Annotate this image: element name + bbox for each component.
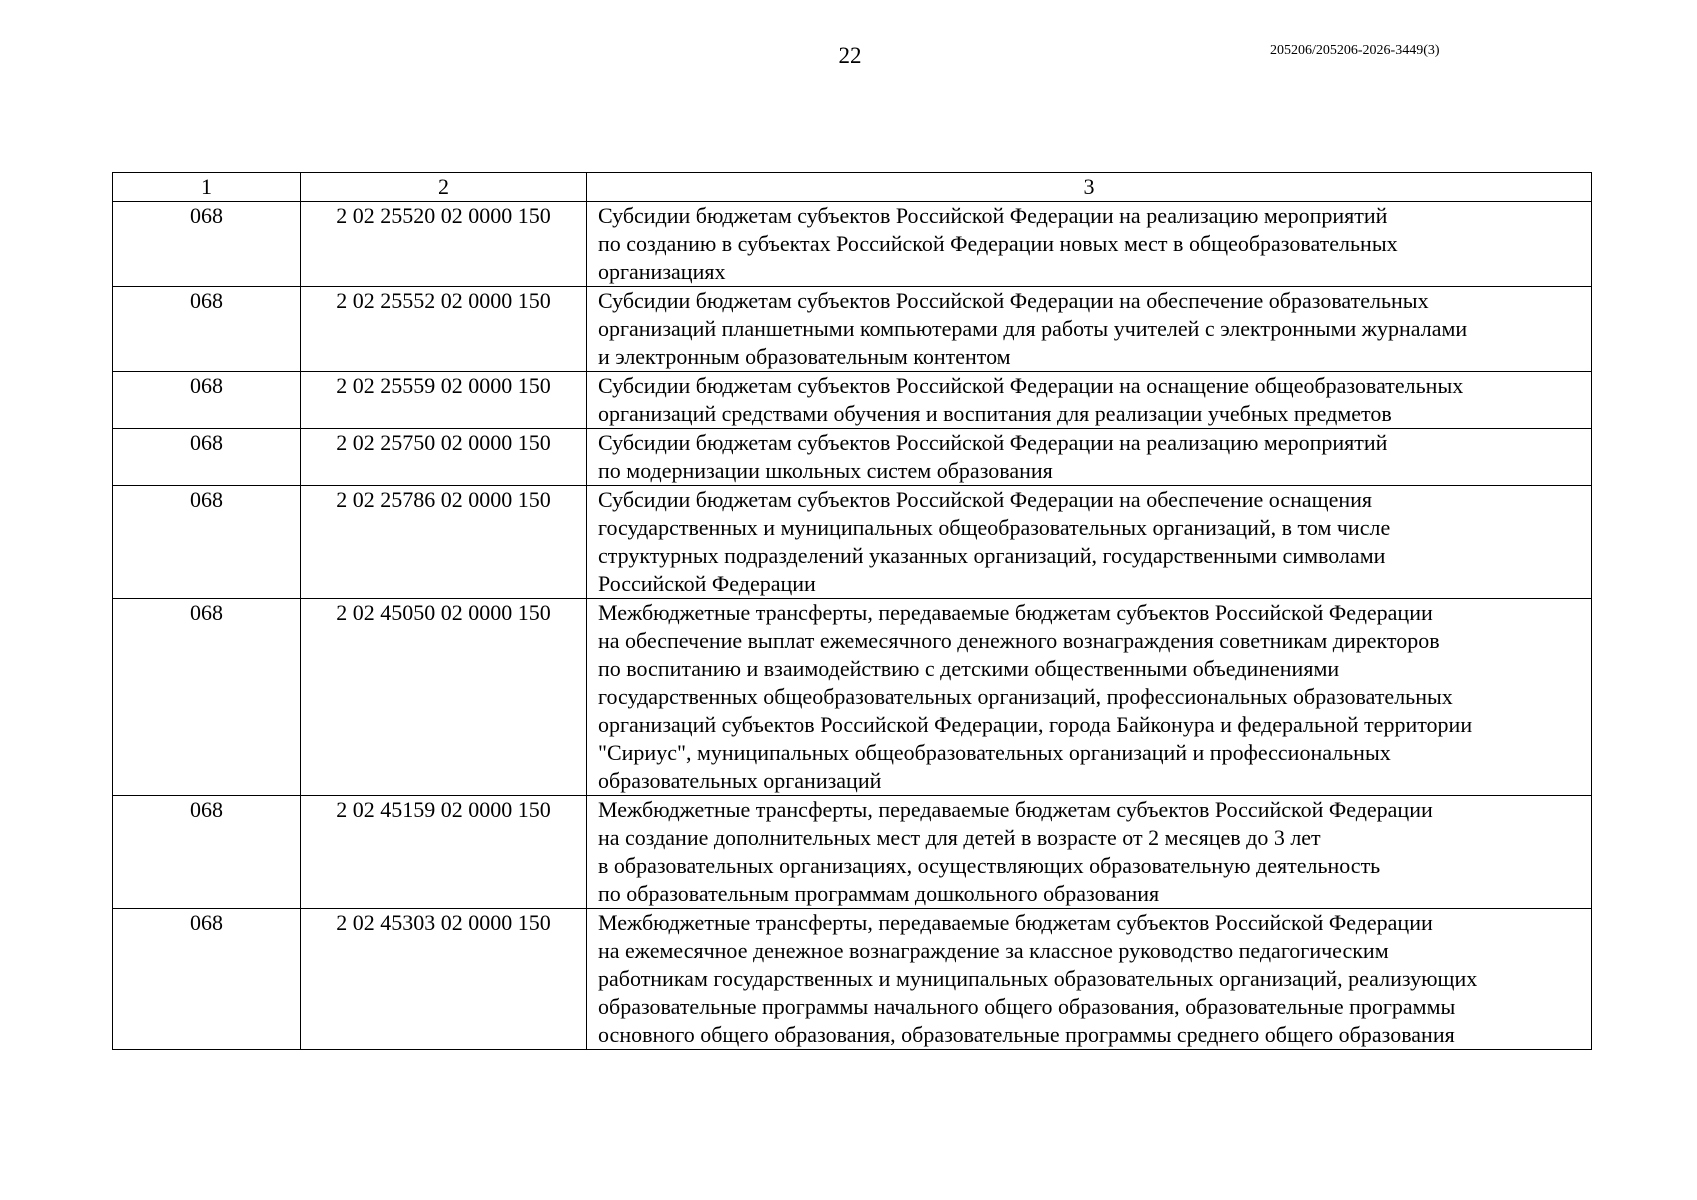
description-line: Субсидии бюджетам субъектов Российской Федерации на обеспечение оснащения (598, 487, 1373, 512)
admin-code-cell: 068 (113, 599, 301, 796)
description-cell (587, 796, 1592, 909)
table-row (113, 796, 1592, 909)
description-line: по воспитанию и взаимодействию с детскими общественными объединениями (598, 656, 1340, 681)
admin-code-cell: 068 (113, 202, 301, 287)
table-row (113, 429, 1592, 486)
admin-code-cell: 068 (113, 796, 301, 909)
budget-code-cell: 2 02 25520 02 0000 150 (301, 202, 587, 287)
description-line: структурных подразделений указанных организаций, государственными символами (598, 543, 1386, 568)
description-cell (587, 429, 1592, 486)
description-line: Субсидии бюджетам субъектов Российской Федерации на оснащение общеобразовательных (598, 373, 1464, 398)
admin-code-cell: 068 (113, 429, 301, 486)
description-cell (587, 372, 1592, 429)
budget-classification-table (112, 172, 1592, 1050)
budget-code-cell: 2 02 25786 02 0000 150 (301, 486, 587, 599)
description-line: работникам государственных и муниципальных образовательных организаций, реализующих (598, 966, 1478, 991)
description-line: организаций планшетными компьютерами для работы учителей с электронными журналами (598, 316, 1468, 341)
description-cell (587, 287, 1592, 372)
description-line: по модернизации школьных систем образования (598, 458, 1053, 483)
table-body (113, 202, 1592, 1050)
description-line: государственных и муниципальных общеобразовательных организаций, в том числе (598, 515, 1391, 540)
table-row (113, 909, 1592, 1050)
admin-code-cell: 068 (113, 287, 301, 372)
description-line: организациях (598, 259, 726, 284)
description-line: по образовательным программам дошкольного образования (598, 881, 1160, 906)
column-header-2: 2 (301, 173, 587, 202)
description-line: Субсидии бюджетам субъектов Российской Федерации на реализацию мероприятий (598, 430, 1388, 455)
budget-code-cell: 2 02 25559 02 0000 150 (301, 372, 587, 429)
description-line: Межбюджетные трансферты, передаваемые бюджетам субъектов Российской Федерации (598, 910, 1433, 935)
admin-code-cell: 068 (113, 372, 301, 429)
description-line: организаций субъектов Российской Федерации, города Байконура и федеральной территории (598, 712, 1473, 737)
description-line: Российской Федерации (598, 571, 816, 596)
table-row (113, 372, 1592, 429)
description-line: образовательные программы начального общего образования, образовательные программы (598, 994, 1456, 1019)
document-id: 205206/205206-2026-3449(3) (1270, 43, 1440, 58)
budget-code-cell: 2 02 45050 02 0000 150 (301, 599, 587, 796)
description-cell (587, 202, 1592, 287)
description-line: организаций средствами обучения и воспитания для реализации учебных предметов (598, 401, 1392, 426)
description-line: Субсидии бюджетам субъектов Российской Федерации на реализацию мероприятий (598, 203, 1388, 228)
table-row (113, 202, 1592, 287)
description-line: основного общего образования, образовательные программы среднего общего образования (598, 1022, 1455, 1047)
description-line: в образовательных организациях, осуществляющих образовательную деятельность (598, 853, 1381, 878)
description-line: на создание дополнительных мест для детей в возрасте от 2 месяцев до 3 лет (598, 825, 1321, 850)
table-row (113, 599, 1592, 796)
budget-code-cell: 2 02 45303 02 0000 150 (301, 909, 587, 1050)
admin-code-cell: 068 (113, 909, 301, 1050)
description-line: на ежемесячное денежное вознаграждение за классное руководство педагогическим (598, 938, 1389, 963)
column-header-1: 1 (113, 173, 301, 202)
description-line: государственных общеобразовательных организаций, профессиональных образовательных (598, 684, 1453, 709)
description-line: и электронным образовательным контентом (598, 344, 1011, 369)
description-line: Субсидии бюджетам субъектов Российской Федерации на обеспечение образовательных (598, 288, 1429, 313)
budget-code-cell: 2 02 25552 02 0000 150 (301, 287, 587, 372)
budget-classification-table-container (112, 172, 1591, 1050)
description-line: по созданию в субъектах Российской Федерации новых мест в общеобразовательных (598, 231, 1398, 256)
description-cell (587, 599, 1592, 796)
budget-code-cell: 2 02 25750 02 0000 150 (301, 429, 587, 486)
column-header-3: 3 (587, 173, 1592, 202)
description-cell (587, 486, 1592, 599)
admin-code-cell: 068 (113, 486, 301, 599)
table-row (113, 287, 1592, 372)
description-line: образовательных организаций (598, 768, 882, 793)
table-header-row (113, 173, 1592, 202)
table-row (113, 486, 1592, 599)
description-line: "Сириус", муниципальных общеобразовательных организаций и профессиональных (598, 740, 1391, 765)
page-number: 22 (838, 43, 862, 68)
description-cell (587, 909, 1592, 1050)
description-line: Межбюджетные трансферты, передаваемые бюджетам субъектов Российской Федерации (598, 600, 1433, 625)
description-line: на обеспечение выплат ежемесячного денежного вознаграждения советникам директоров (598, 628, 1440, 653)
description-line: Межбюджетные трансферты, передаваемые бюджетам субъектов Российской Федерации (598, 797, 1433, 822)
budget-code-cell: 2 02 45159 02 0000 150 (301, 796, 587, 909)
